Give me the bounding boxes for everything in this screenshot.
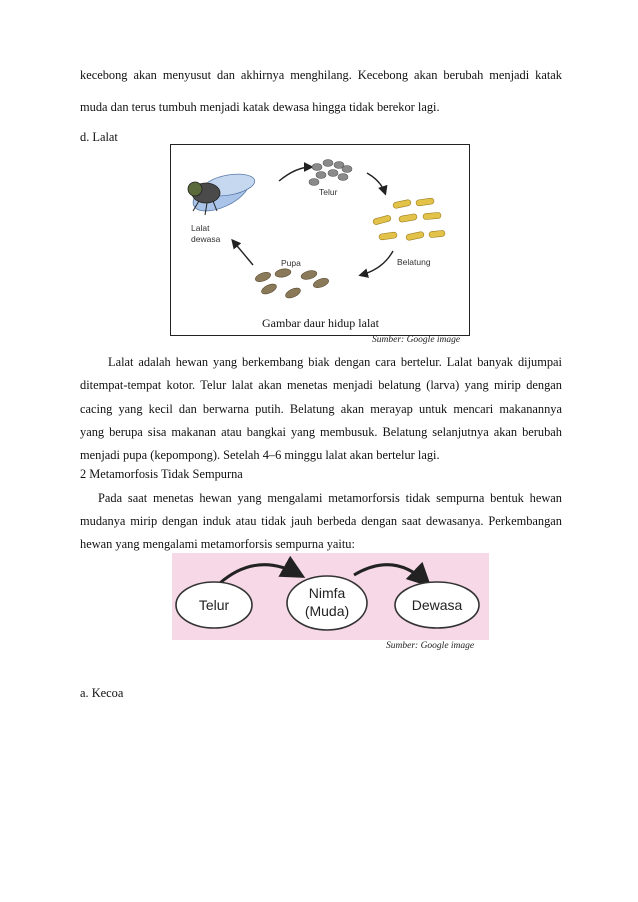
figure-source: Sumber: Google image bbox=[372, 335, 461, 345]
fly-life-cycle-illustration bbox=[171, 145, 469, 335]
figure-caption: Gambar daur hidup lalat bbox=[262, 316, 379, 330]
cycle-arrow bbox=[279, 167, 311, 181]
label-telur: Telur bbox=[319, 187, 338, 197]
maggot-icon bbox=[373, 198, 446, 241]
stage-label-muda: (Muda) bbox=[304, 603, 350, 619]
label-lalat: Lalat bbox=[191, 223, 210, 233]
text-line: ditempat-tempat kotor. Telur lalat akan menetas menjadi belatung (larva) yang mirip dengan bbox=[80, 378, 562, 392]
text-line: menjadi pupa (kepompong). Setelah 4–6 minggu lalat akan bertelur lagi. bbox=[80, 448, 440, 462]
section-heading-2: 2 Metamorfosis Tidak Sempurna bbox=[80, 467, 243, 481]
text-line: cacing yang kecil dan berwarna putih. Belatung akan merayap untuk mencari makanannya bbox=[80, 402, 562, 416]
section-heading-d: d. Lalat bbox=[80, 130, 118, 144]
text-line: kecebong akan menyusut dan akhirnya menghilang. Kecebong akan berubah menjadi katak bbox=[80, 68, 562, 82]
text-line: hewan yang mengalami metamorforsis sempurna yaitu: bbox=[80, 537, 355, 551]
cycle-arrow bbox=[354, 565, 427, 583]
label-belatung: Belatung bbox=[397, 257, 431, 267]
pupa-icon bbox=[254, 268, 330, 300]
stage-label-nimfa: Nimfa bbox=[308, 585, 346, 601]
text-line: Lalat adalah hewan yang berkembang biak dengan cara bertelur. Lalat banyak dijumpai bbox=[108, 355, 562, 369]
section-heading-a: a. Kecoa bbox=[80, 686, 124, 700]
text-line: yang berupa sisa makanan atau bangkai yang membusuk. Belatung selanjutnya akan berubah bbox=[80, 425, 562, 439]
fly-life-cycle-figure bbox=[170, 144, 470, 336]
cycle-arrow bbox=[361, 251, 393, 275]
text-line: Pada saat menetas hewan yang mengalami metamorforsis tidak sempurna bentuk hewan bbox=[98, 491, 562, 505]
cycle-arrow bbox=[233, 241, 253, 265]
text-line: mudanya mirip dengan induk atau tidak jauh berbeda dengan saat dewasanya. Perkembangan bbox=[80, 514, 562, 528]
adult-fly-icon bbox=[188, 168, 256, 219]
egg-cluster-icon bbox=[309, 160, 352, 186]
label-dewasa: dewasa bbox=[191, 234, 221, 244]
cycle-arrow bbox=[220, 565, 300, 583]
cycle-diagram bbox=[172, 553, 489, 640]
text-line: muda dan terus tumbuh menjadi katak dewasa hingga tidak berekor lagi. bbox=[80, 100, 440, 114]
stage-label-telur: Telur bbox=[198, 597, 230, 613]
stage-label-dewasa: Dewasa bbox=[411, 597, 463, 613]
label-pupa: Pupa bbox=[281, 258, 301, 268]
figure-source: Sumber: Google image bbox=[386, 641, 475, 651]
cycle-arrow bbox=[367, 173, 385, 193]
cycle-diagram-graphic bbox=[172, 553, 489, 640]
